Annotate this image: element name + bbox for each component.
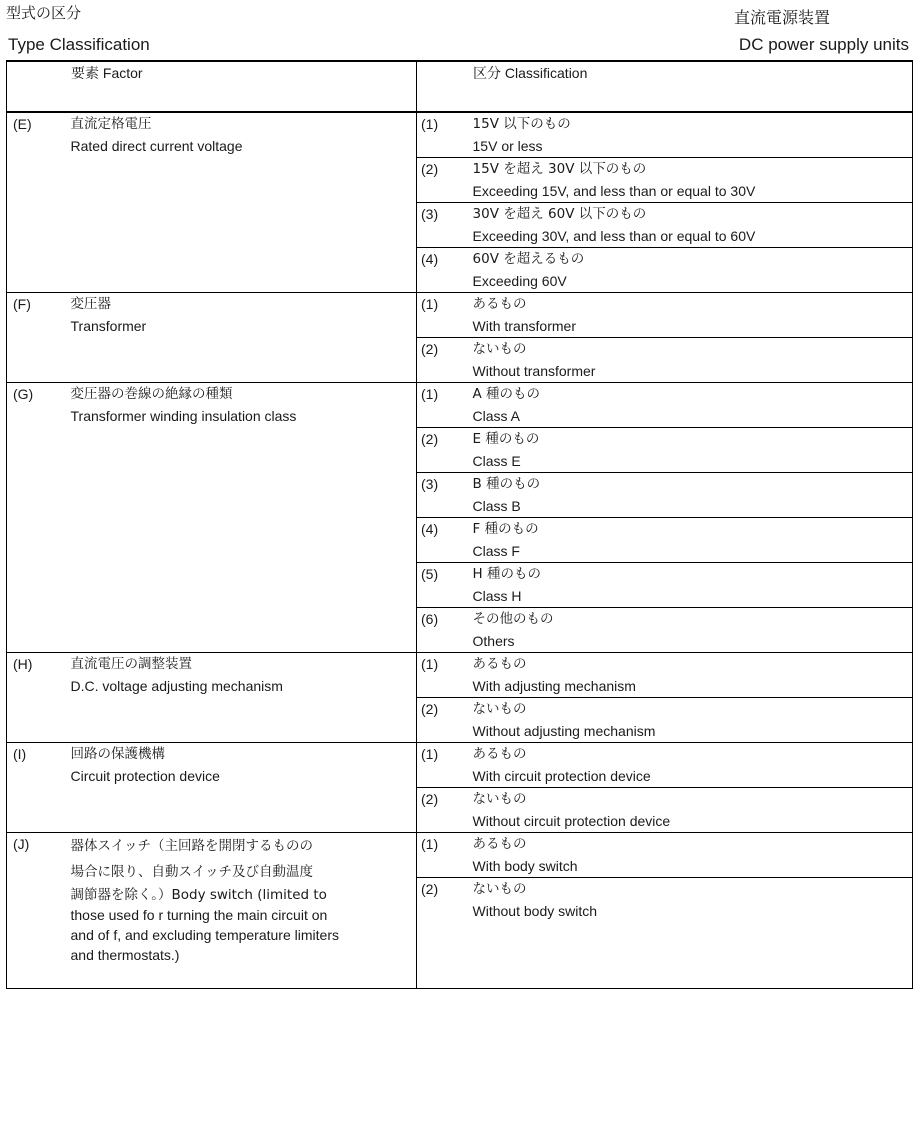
factor-name-jp: 回路の保護機構 xyxy=(70,746,165,762)
class-en: 15V or less xyxy=(472,138,543,154)
class-jp: あるもの xyxy=(472,296,527,312)
class-en: Others xyxy=(472,633,515,649)
factor-name-line: those used fo r turning the main circuit on xyxy=(70,907,328,923)
class-jp: ないもの xyxy=(472,701,527,717)
class-number: (2) xyxy=(417,428,459,473)
class-description xyxy=(459,698,913,743)
class-description xyxy=(459,248,913,293)
class-number: (2) xyxy=(417,698,459,743)
class-number: (1) xyxy=(417,293,459,338)
factor-code: (I) xyxy=(7,743,53,833)
table-row xyxy=(7,653,913,698)
class-jp: A 種のもの xyxy=(472,386,541,402)
factor-name xyxy=(53,653,417,743)
class-description xyxy=(459,473,913,518)
classification-table xyxy=(6,60,913,989)
factor-code: (E) xyxy=(7,112,53,293)
factor-code: (F) xyxy=(7,293,53,383)
table-row xyxy=(7,743,913,788)
class-jp: あるもの xyxy=(472,746,527,762)
factor-name xyxy=(53,833,417,989)
class-number: (4) xyxy=(417,518,459,563)
class-description xyxy=(459,743,913,788)
class-description xyxy=(459,878,913,989)
class-number: (2) xyxy=(417,158,459,203)
class-description xyxy=(459,383,913,428)
class-jp: E 種のもの xyxy=(472,431,540,447)
factor-name xyxy=(53,743,417,833)
class-jp: 15V 以下のもの xyxy=(472,116,571,132)
class-en: Exceeding 60V xyxy=(472,273,567,289)
class-number: (2) xyxy=(417,878,459,989)
factor-name-jp: 直流電圧の調整装置 xyxy=(70,656,192,672)
title-jp: 型式の区分 xyxy=(6,4,82,22)
device-jp: 直流電源装置 xyxy=(733,8,830,27)
class-en: With body switch xyxy=(472,858,578,874)
class-description xyxy=(459,158,913,203)
class-en: Class H xyxy=(472,588,522,604)
class-description xyxy=(459,338,913,383)
class-description xyxy=(459,833,913,878)
class-number: (5) xyxy=(417,563,459,608)
class-en: With circuit protection device xyxy=(472,768,651,784)
class-jp: 60V を超えるもの xyxy=(472,251,585,267)
factor-name-en: Rated direct current voltage xyxy=(70,138,243,154)
factor-name-line: 器体スイッチ（主回路を開閉するものの xyxy=(70,838,313,854)
class-jp: ないもの xyxy=(472,341,527,357)
class-en: With transformer xyxy=(472,318,576,334)
class-number: (1) xyxy=(417,383,459,428)
class-en: Exceeding 15V, and less than or equal to 30V xyxy=(472,183,756,199)
class-en: Class E xyxy=(472,453,521,469)
class-jp: 30V を超え 60V 以下のもの xyxy=(472,206,647,222)
class-description xyxy=(459,293,913,338)
factor-code: (G) xyxy=(7,383,53,653)
factor-code: (J) xyxy=(7,833,53,989)
class-en: Class A xyxy=(472,408,520,424)
class-jp: B 種のもの xyxy=(472,476,541,492)
class-jp: あるもの xyxy=(472,656,527,672)
factor-name-jp: 直流定格電圧 xyxy=(70,116,152,132)
factor-code: (H) xyxy=(7,653,53,743)
class-jp: ないもの xyxy=(472,791,527,807)
class-number: (4) xyxy=(417,248,459,293)
factor-name xyxy=(53,293,417,383)
factor-name-line: and thermostats.) xyxy=(70,947,180,963)
factor-name-line: 調節器を除く。）Body switch (limited to xyxy=(70,887,327,903)
class-en: Exceeding 30V, and less than or equal to 60V xyxy=(472,228,756,244)
class-description xyxy=(459,428,913,473)
factor-name-jp: 変圧器の巻線の絶縁の種類 xyxy=(70,386,233,402)
class-number: (3) xyxy=(417,473,459,518)
factor-name xyxy=(53,112,417,293)
table-header-row xyxy=(7,61,913,112)
classification-header: 区分 Classification xyxy=(417,61,913,112)
title-en: Type Classification xyxy=(8,35,150,54)
class-description xyxy=(459,518,913,563)
factor-name-en: Circuit protection device xyxy=(70,768,220,784)
factor-name-en: D.C. voltage adjusting mechanism xyxy=(70,678,283,694)
table-row xyxy=(7,383,913,428)
class-jp: ないもの xyxy=(472,881,527,897)
class-jp: 15V を超え 30V 以下のもの xyxy=(472,161,647,177)
class-description xyxy=(459,788,913,833)
class-description xyxy=(459,608,913,653)
class-en: Without adjusting mechanism xyxy=(472,723,656,739)
class-jp: F 種のもの xyxy=(472,521,539,537)
class-number: (3) xyxy=(417,203,459,248)
table-row xyxy=(7,833,913,878)
class-en: Without transformer xyxy=(472,363,596,379)
table-row xyxy=(7,112,913,158)
class-number: (1) xyxy=(417,653,459,698)
class-number: (1) xyxy=(417,833,459,878)
factor-name-line: 場合に限り、自動スイッチ及び自動温度 xyxy=(70,864,313,880)
table-row xyxy=(7,293,913,338)
class-en: Class F xyxy=(472,543,520,559)
factor-name-jp: 変圧器 xyxy=(70,296,111,312)
factor-name-line: and of f, and excluding temperature limiters xyxy=(70,927,339,943)
class-en: Without body switch xyxy=(472,903,598,919)
class-jp: その他のもの xyxy=(472,611,554,627)
class-number: (2) xyxy=(417,338,459,383)
class-number: (1) xyxy=(417,743,459,788)
class-en: With adjusting mechanism xyxy=(472,678,636,694)
class-en: Without circuit protection device xyxy=(472,813,671,829)
factor-header: 要素 Factor xyxy=(7,61,417,112)
class-number: (2) xyxy=(417,788,459,833)
class-jp: あるもの xyxy=(472,836,527,852)
class-number: (6) xyxy=(417,608,459,653)
class-en: Class B xyxy=(472,498,521,514)
class-number: (1) xyxy=(417,112,459,158)
factor-name-en: Transformer xyxy=(70,318,147,334)
class-description xyxy=(459,112,913,158)
class-description xyxy=(459,653,913,698)
factor-name-en: Transformer winding insulation class xyxy=(70,408,297,424)
device-en: DC power supply units xyxy=(738,35,909,54)
factor-name xyxy=(53,383,417,653)
class-description xyxy=(459,563,913,608)
class-description xyxy=(459,203,913,248)
class-jp: H 種のもの xyxy=(472,566,541,582)
